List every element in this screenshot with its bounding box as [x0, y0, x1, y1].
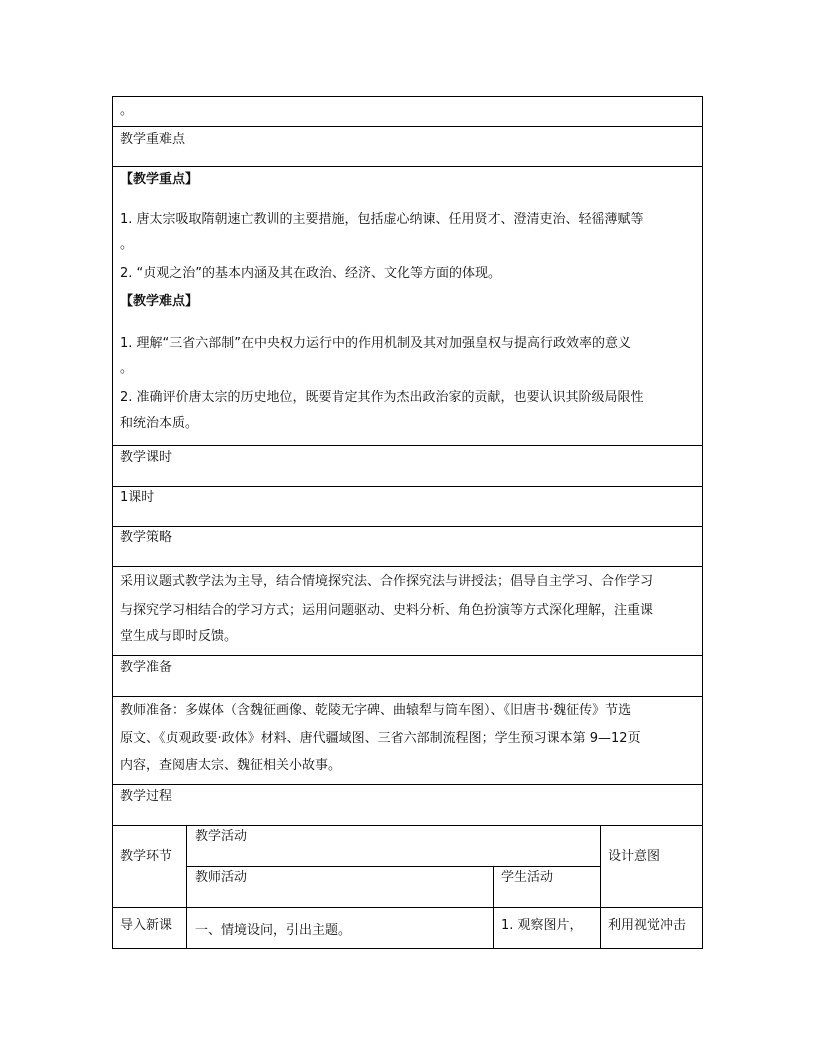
hours-value: 1课时 [120, 490, 155, 505]
row-divider [112, 655, 703, 656]
strategy-line-3: 堂生成与即时反馈。 [120, 629, 238, 644]
row-divider [112, 445, 703, 446]
process-col-intent: 设计意图 [608, 849, 661, 864]
border-left [112, 96, 113, 949]
heading-process: 教学过程 [120, 789, 173, 804]
row-divider [112, 825, 703, 826]
row-divider [112, 696, 703, 697]
border-top [112, 96, 703, 97]
process-col-divider-stage [186, 825, 187, 949]
process-col-divider-intent [600, 825, 601, 949]
key-point-1-cont: 。 [120, 237, 134, 252]
key-point-2: 2. “贞观之治”的基本内涵及其在政治、经济、文化等方面的体现。 [120, 266, 502, 281]
process-row-student: 1. 观察图片， [501, 918, 583, 933]
prep-line-3: 内容，查阅唐太宗、魏征相关小故事。 [120, 758, 342, 773]
border-right [702, 96, 703, 949]
row-divider [112, 784, 703, 785]
prep-line-2: 原文、《贞观政要·政体》材料、唐代疆域图、三省六部制流程图；学生预习课本第 9—12页 [120, 731, 641, 746]
difficult-point-2-cont: 和统治本质。 [120, 416, 199, 431]
border-bottom [112, 948, 703, 949]
difficult-point-2: 2. 准确评价唐太宗的历史地位，既要肯定其作为杰出政治家的贡献，也要认识其阶级局限性 [120, 390, 644, 405]
strategy-line-1: 采用议题式教学法为主导，结合情境探究法、合作探究法与讲授法；倡导自主学习、合作学习 [120, 574, 654, 589]
row-divider [112, 566, 703, 567]
process-row-intent: 利用视觉冲击 [608, 918, 687, 933]
difficult-points-title: 【教学难点】 [120, 294, 199, 309]
process-row-teacher: 一、情境设问，引出主题。 [195, 923, 352, 938]
process-row-stage: 导入新课 [120, 918, 173, 933]
process-col-stage: 教学环节 [120, 849, 173, 864]
process-col-teacher: 教师活动 [195, 870, 248, 885]
process-col-activities: 教学活动 [195, 829, 248, 844]
difficult-point-1: 1. 理解“三省六部制”在中央权力运行中的作用机制及其对加强皇权与提高行政效率的意义 [120, 336, 632, 351]
heading-hours: 教学课时 [120, 450, 173, 465]
row-divider [112, 526, 703, 527]
heading-strategy: 教学策略 [120, 530, 173, 545]
difficult-point-1-cont: 。 [120, 361, 134, 376]
key-points-title: 【教学重点】 [120, 172, 199, 187]
heading-prep: 教学准备 [120, 660, 173, 675]
leading-punctuation: 。 [120, 103, 134, 118]
process-activities-divider [186, 866, 600, 867]
key-point-1: 1. 唐太宗吸取隋朝速亡教训的主要措施，包括虚心纳谏、任用贤才、澄清吏治、轻徭薄赋等 [120, 212, 644, 227]
row-divider [112, 166, 703, 167]
heading-key-difficult: 教学重难点 [120, 132, 186, 147]
row-divider [112, 486, 703, 487]
prep-line-1: 教师准备：多媒体（含魏征画像、乾陵无字碑、曲辕犁与筒车图）、《旧唐书·魏征传》节选 [120, 703, 632, 718]
strategy-line-2: 与探究学习相结合的学习方式；运用问题驱动、史料分析、角色扮演等方式深化理解，注重课 [120, 603, 654, 618]
process-col-student: 学生活动 [501, 870, 554, 885]
row-divider [112, 126, 703, 127]
process-header-divider [112, 907, 703, 908]
